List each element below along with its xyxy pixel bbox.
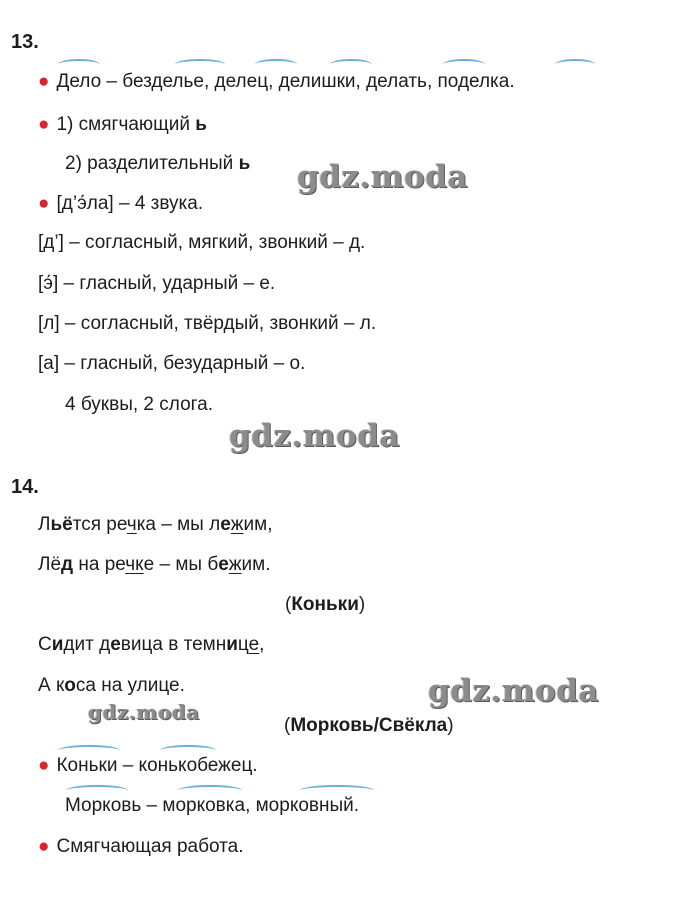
bullet-icon: ●	[38, 71, 50, 92]
root-arc	[175, 59, 225, 70]
ex14-line-a-text: Коньки – конькобежец.	[56, 755, 258, 776]
answer-1-text: Коньки	[291, 594, 359, 615]
ex13-line-2-bold: ь	[195, 114, 207, 135]
ex13-line-1	[38, 70, 515, 94]
ex13-line-9: 4 буквы, 2 слога.	[65, 394, 214, 415]
root-arc	[443, 59, 485, 70]
poem-line-3: Сидит девица в темнице,	[38, 634, 265, 655]
ex13-line-2	[38, 113, 207, 137]
ex13-line-3-text: 2) разделительный	[65, 153, 234, 174]
poem-line-1: Льётся речка – мы лежим,	[38, 514, 273, 535]
ex14-line-c-text: Смягчающая работа.	[56, 836, 244, 857]
ex14-line-c	[38, 835, 243, 859]
ex13-line-2-text: 1) смягчающий	[56, 114, 191, 135]
bullet-icon: ●	[38, 114, 50, 135]
ex13-line-1-text: Дело – безделье, делец, делишки, делать, поделка.	[56, 71, 515, 92]
bullet-icon: ●	[38, 755, 50, 776]
answer-2-text: Морковь/Свёкла	[290, 715, 448, 736]
bullet-icon: ●	[38, 193, 50, 214]
watermark: gdz.moda	[229, 418, 400, 454]
root-arc	[555, 59, 595, 70]
watermark: gdz.moda	[428, 673, 599, 709]
watermark: gdz.moda	[88, 700, 200, 724]
ex14-line-a	[38, 754, 258, 778]
poem-line-4: А коса на улице.	[38, 675, 185, 696]
ex13-line-4	[38, 192, 203, 216]
ex13-line-8: [а] – гласный, безударный – о.	[38, 353, 306, 374]
answer-2: (Морковь/Свёкла)	[284, 715, 454, 736]
root-arc	[58, 59, 100, 70]
poem-line-2: Лёд на речке – мы бежим.	[38, 554, 271, 575]
ex13-line-3-bold: ь	[238, 153, 251, 174]
exercise-13-number: 13.	[11, 31, 39, 53]
ex13-line-5: [д’] – согласный, мягкий, звонкий – д.	[38, 232, 366, 253]
ex13-line-6: [э́] – гласный, ударный – е.	[38, 273, 276, 294]
root-arc	[330, 59, 372, 70]
answer-1: (Коньки)	[285, 594, 366, 615]
ex14-line-b: Морковь – морковка, морковный.	[65, 795, 360, 816]
ex13-line-7: [л] – согласный, твёрдый, звонкий – л.	[38, 313, 377, 334]
root-arc	[255, 59, 297, 70]
watermark: gdz.moda	[297, 159, 468, 195]
ex13-line-4-text: [д’э́ла] – 4 звука.	[56, 193, 204, 214]
exercise-14-number: 14.	[11, 476, 39, 498]
ex13-line-3	[65, 152, 250, 176]
bullet-icon: ●	[38, 836, 50, 857]
